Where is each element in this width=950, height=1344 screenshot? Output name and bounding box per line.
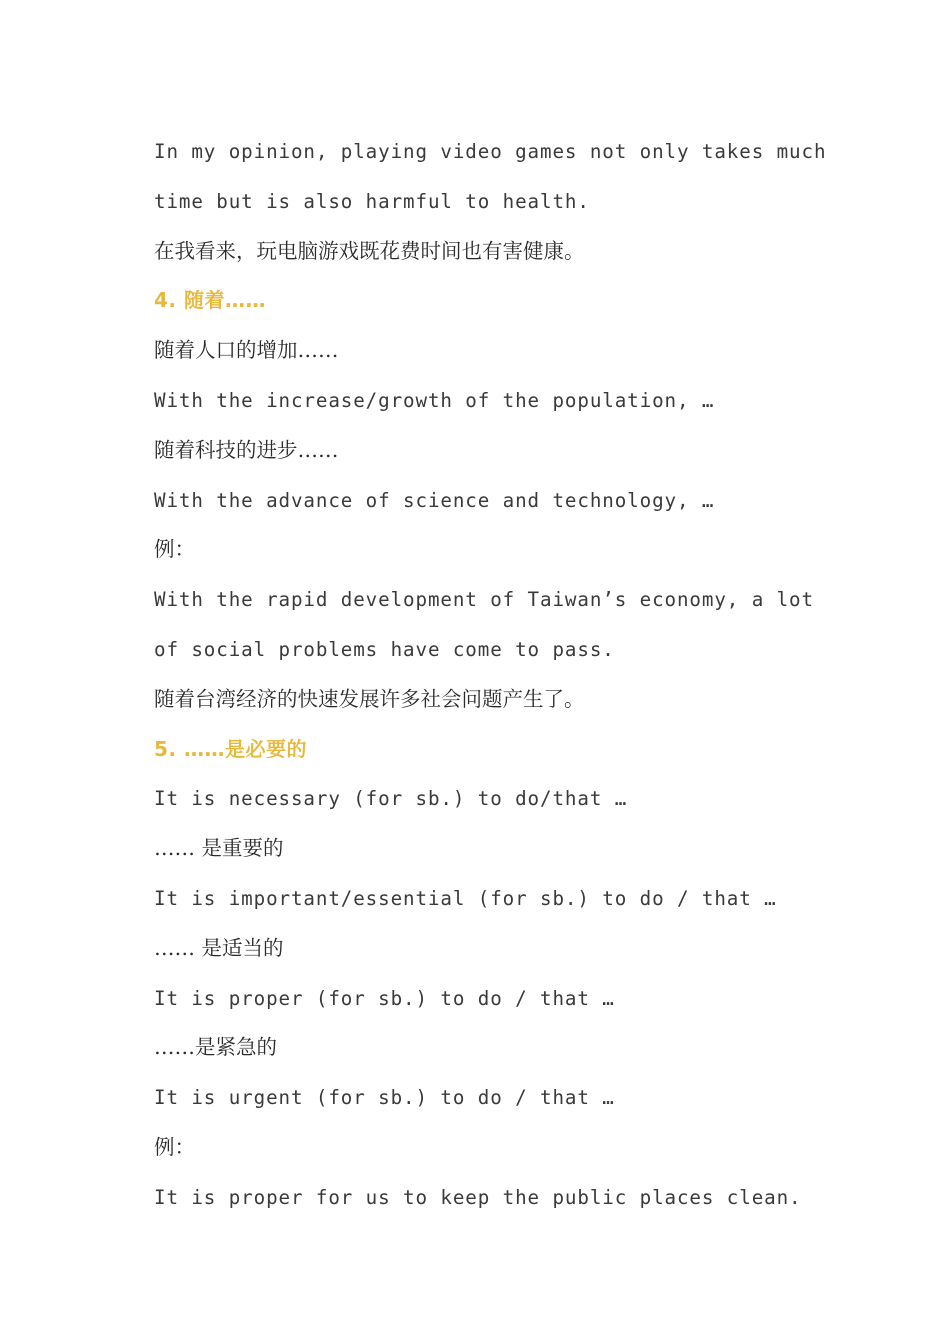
english-phrase: It is important/essential (for sb.) to do / that … bbox=[154, 886, 777, 910]
english-phrase: It is necessary (for sb.) to do/that … bbox=[154, 787, 628, 811]
document-body bbox=[154, 127, 827, 1223]
chinese-translation: 在我看来，玩电脑游戏既花费时间也有害健康。 bbox=[154, 238, 585, 263]
example-label: 例： bbox=[154, 1134, 195, 1159]
example-label: 例： bbox=[154, 537, 195, 562]
section-heading-5: 5. ……是必要的 bbox=[154, 736, 307, 761]
english-sentence: of social problems have come to pass. bbox=[154, 637, 615, 661]
section-heading-4: 4. 随着…… bbox=[154, 288, 266, 313]
english-sentence: In my opinion, playing video games not only takes much bbox=[154, 140, 827, 163]
chinese-phrase: 随着科技的进步…… bbox=[154, 437, 339, 462]
chinese-phrase: 随着人口的增加…… bbox=[154, 338, 339, 363]
chinese-phrase: …… 是重要的 bbox=[154, 836, 284, 861]
english-phrase: With the advance of science and technology, … bbox=[154, 488, 715, 512]
english-phrase: It is proper (for sb.) to do / that … bbox=[154, 986, 615, 1010]
chinese-phrase: …… 是适当的 bbox=[154, 935, 284, 960]
english-phrase: With the increase/growth of the population, … bbox=[154, 388, 715, 412]
english-phrase: It is urgent (for sb.) to do / that … bbox=[154, 1086, 615, 1110]
english-sentence: It is proper for us to keep the public places clean. bbox=[154, 1185, 802, 1209]
chinese-translation: 随着台湾经济的快速发展许多社会问题产生了。 bbox=[154, 686, 585, 711]
english-sentence: With the rapid development of Taiwan’s economy, a lot bbox=[154, 588, 814, 612]
chinese-phrase: ……是紧急的 bbox=[154, 1035, 277, 1060]
english-sentence: time but is also harmful to health. bbox=[154, 189, 590, 213]
